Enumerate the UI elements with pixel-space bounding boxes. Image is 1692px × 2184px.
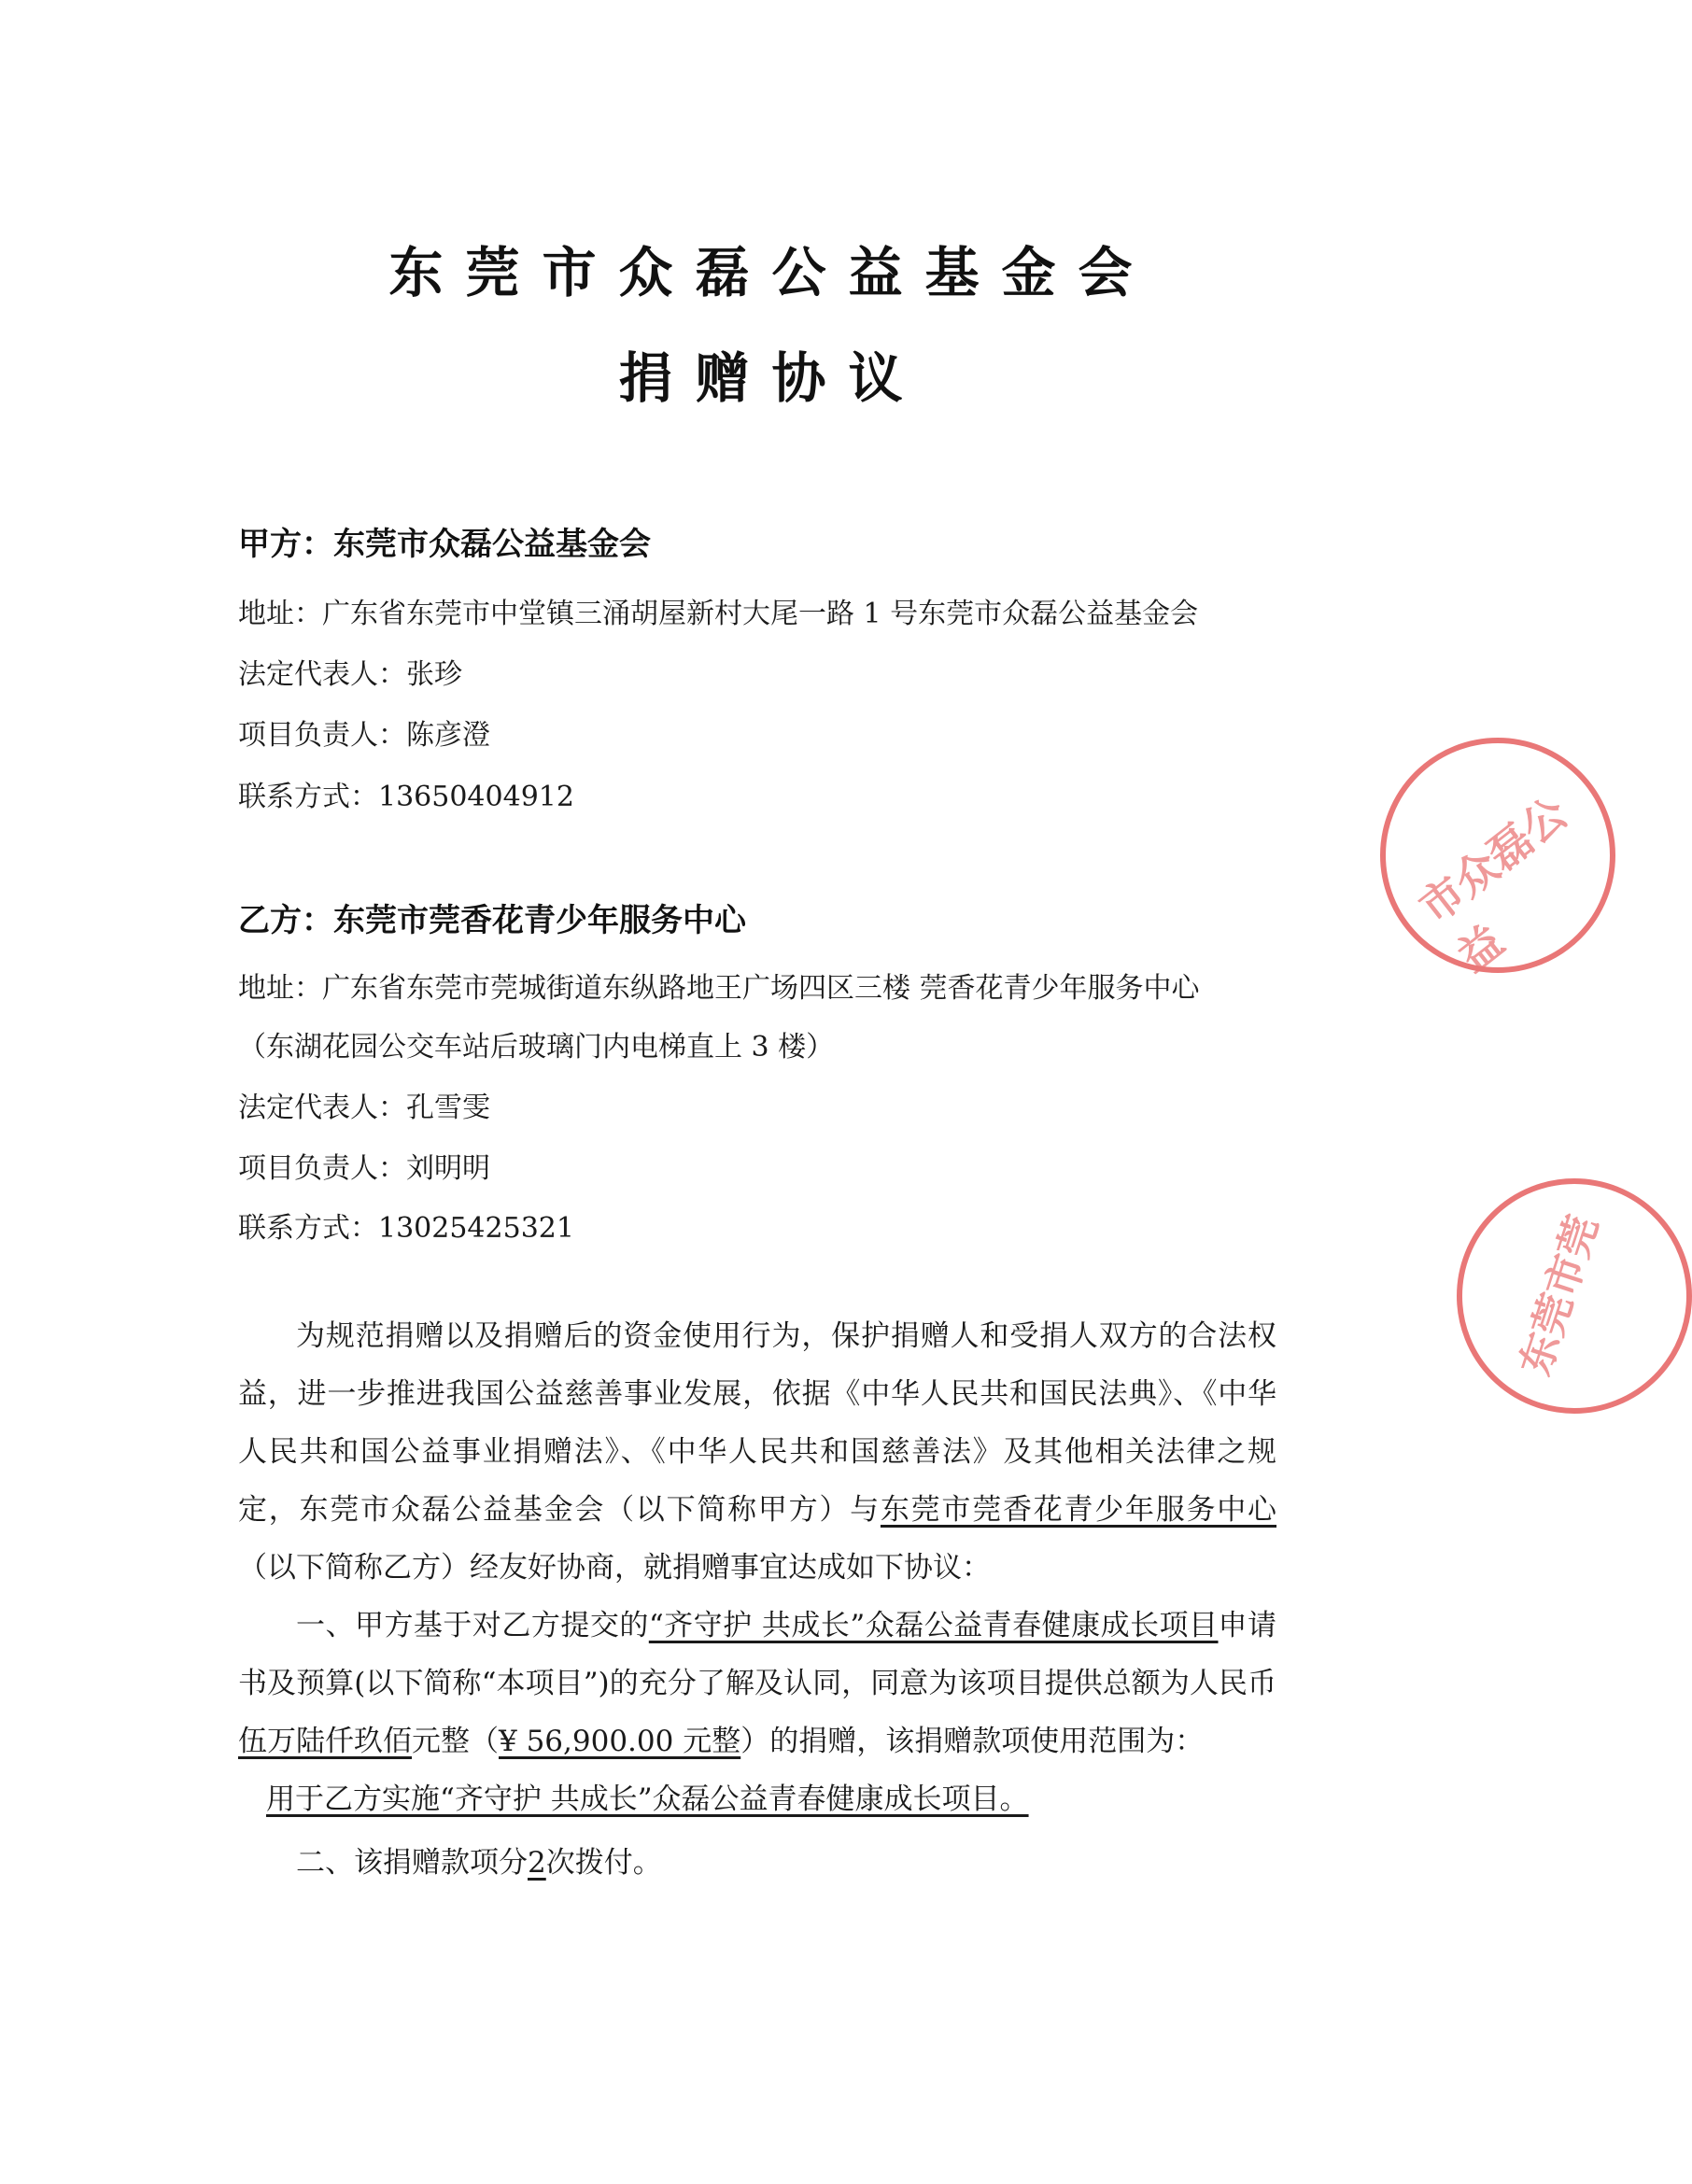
party-a-legal-rep: 法定代表人：张珍 xyxy=(238,658,462,691)
clause-2-times: 2 xyxy=(528,1846,546,1880)
agreement-body xyxy=(238,1307,1276,1892)
party-a-heading: 甲方：东莞市众磊公益基金会 xyxy=(238,526,651,563)
preamble-paragraph xyxy=(238,1307,1276,1597)
seal-lower-text: 东莞市莞 xyxy=(1511,1209,1608,1381)
seal-stamp-lower xyxy=(1457,1178,1692,1414)
clause-1-amount-figure: ¥ 56,900.00 元整 xyxy=(499,1725,741,1758)
party-b-heading: 乙方：东莞市莞香花青少年服务中心 xyxy=(238,902,746,939)
clause-1-amount-words: 伍万陆仟玖佰 xyxy=(238,1725,412,1758)
party-b-legal-rep: 法定代表人：孔雪雯 xyxy=(238,1092,490,1124)
party-b-address-note: （东湖花园公交车站后玻璃门内电梯直上 3 楼） xyxy=(238,1031,835,1064)
clause-2-paragraph xyxy=(238,1834,1276,1892)
clause-1-amount-unit: 元整（ xyxy=(412,1725,499,1758)
seal-upper-text: 市众磊公益 xyxy=(1410,787,1577,982)
clause-2-lead: 二、该捐赠款项分 xyxy=(296,1846,528,1880)
seal-stamp-upper xyxy=(1380,738,1615,982)
clause-1-paragraph xyxy=(238,1597,1276,1770)
document-subtitle: 捐赠协议 xyxy=(618,346,925,410)
preamble-text: 为规范捐赠以及捐赠后的资金使用行为，保护捐赠人和受捐人双方的合法权益，进一步推进我国公益慈善事业发展，依据《中华人民共和国民法典》、《中华人民共和国公益事业捐赠法》、《中华人民共和国慈善法》及其他相关法律之规定，东莞市众磊公益基金会（以下简称甲方）与 xyxy=(238,1319,1276,1527)
clause-1-usage-text: 用于乙方实施“齐守护 共成长”众磊公益青春健康成长项目。 xyxy=(266,1782,1029,1816)
clause-2-tail: 次拨付。 xyxy=(545,1846,662,1880)
party-b-address: 地址：广东省东莞市莞城街道东纵路地王广场四区三楼 莞香花青少年服务中心 xyxy=(238,972,1200,1005)
party-a-project-lead: 项目负责人：陈彦澄 xyxy=(238,719,490,752)
party-a-contact: 联系方式：13650404912 xyxy=(238,781,574,813)
party-a-address: 地址：广东省东莞市中堂镇三涌胡屋新村大尾一路 1 号东莞市众磊公益基金会 xyxy=(238,598,1199,630)
preamble-party-b-name: 东莞市莞香花青少年服务中心 xyxy=(880,1493,1277,1527)
clause-1-mid: 申请书及预算(以下简称“本项目”)的充分了解及认同，同意为该项目提供总额为人民币 xyxy=(238,1609,1276,1700)
clause-1-lead: 一、甲方基于对乙方提交的 xyxy=(296,1609,649,1642)
party-b-project-lead: 项目负责人：刘明明 xyxy=(238,1152,490,1185)
clause-1-tail: ）的捐赠，该捐赠款项使用范围为： xyxy=(740,1725,1205,1758)
party-b-contact: 联系方式：13025425321 xyxy=(238,1212,574,1245)
preamble-tail: （以下简称乙方）经友好协商，就捐赠事宜达成如下协议： xyxy=(238,1551,991,1585)
document-title: 东莞市众磊公益基金会 xyxy=(388,241,1155,304)
clause-1-usage xyxy=(238,1770,1276,1828)
clause-1-project-name: “齐守护 共成长”众磊公益青春健康成长项目 xyxy=(648,1609,1219,1642)
